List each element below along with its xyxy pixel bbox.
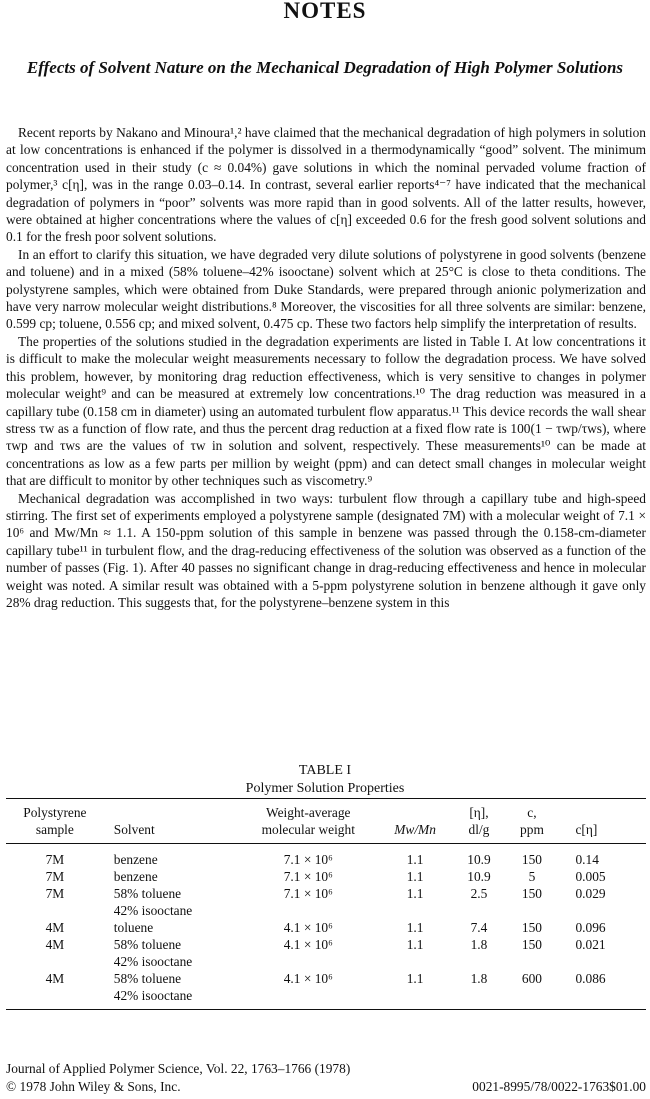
table-body bbox=[6, 844, 646, 1010]
journal-citation: Journal of Applied Polymer Science, Vol. 22, 1763–1766 (1978) bbox=[6, 1061, 351, 1076]
table-title: Polymer Solution Properties bbox=[245, 781, 405, 796]
header-ceta: c[η] bbox=[575, 822, 598, 837]
table-row: 7M 58% toluene 42% isooctane 7.1 × 10⁶ 1.1 2.5 150 0.029 bbox=[45, 886, 606, 918]
copyright-notice: © 1978 John Wiley & Sons, Inc. bbox=[6, 1079, 181, 1094]
table-row: 4M 58% toluene 42% isooctane 4.1 × 10⁶ 1.1 1.8 600 0.086 bbox=[45, 971, 606, 1003]
table-caption bbox=[0, 762, 650, 798]
paragraph: In an effort to clarify this situation, we have degraded very dilute solutions of polystyrene in good solvents (benzene and toluene) and in a mixed (58% toluene–42% isooctane) solvent which at 25°C is close to theta conditions. The polystyrene samples, which were obtained from Duke Standards, were prepared through anionic polymerization and have very narrow molecular weight distributions.⁸ Moreover, the viscosities for all three solvents are similar: benzene, 0.599 cp; toluene, 0.556 cp; and mixed solvent, 0.475 cp. These two factors help simplify the interpretation of results. bbox=[6, 246, 646, 332]
paragraph: The properties of the solutions studied in the degradation experiments are listed in Table I. At low concentrations it is difficult to make the molecular weight measurements necessary to follow the degradation process. We have solved this problem, however, by monitoring drag reduction effectiveness, which is very sensitive to changes in polymer molecular weight⁹ and can be measured at extremely low concentrations.¹⁰ The drag reduction was measured in a capillary tube (0.158 cm in diameter) using an automated turbulent flow apparatus.¹¹ This device records the wall shear stress τw as a function of flow rate, and thus the percent drag reduction at a fixed flow rate is 100(1 − τwp/τws), where τwp and τws are the values of τw in solution and solvent, respectively. These measurements¹⁰ can be made at concentrations as low as a few parts per million by weight (ppm) and can detect small changes in molecular weight that are difficult to monitor by other techniques such as viscometry.⁹ bbox=[6, 333, 646, 489]
table-row: 4M 58% toluene 42% isooctane 4.1 × 10⁶ 1.1 1.8 150 0.021 bbox=[45, 937, 606, 969]
table-header bbox=[6, 799, 646, 844]
table-label: TABLE I bbox=[298, 763, 352, 778]
header-sample: Polystyrene sample bbox=[23, 805, 87, 837]
header-ratio: Mw/Mn bbox=[394, 822, 436, 837]
header-row bbox=[6, 799, 646, 844]
paragraph: Recent reports by Nakano and Minoura¹,² have claimed that the mechanical degradation of high polymers in solution at low concentrations is enhanced if the polymer is dissolved in a thermodynamically “good” solvent. The minimum concentration used in their study (c ≈ 0.04%) gave solutions in which the nominal pervaded volume fraction of polymer,³ c[η], was in the range 0.03–0.14. In contrast, several earlier reports⁴⁻⁷ have indicated that the mechanical degradation of polymers in “poor” solvents was more rapid than in good solvents. All of the latter results, however, were obtained at higher concentrations where the values of c[η] exceeded 0.6 for the fresh good solvent solutions and 0.1 for the fresh poor solvent solutions. bbox=[6, 125, 646, 245]
article-body bbox=[6, 124, 646, 611]
header-eta: [η], dl/g bbox=[468, 805, 490, 837]
table-row: 7M benzene 7.1 × 10⁶ 1.1 10.9 5 0.005 bbox=[45, 869, 606, 884]
table-row: 7M benzene 7.1 × 10⁶ 1.1 10.9 150 0.14 bbox=[45, 852, 599, 867]
article-code: 0021-8995/78/0022-1763$01.00 bbox=[472, 1079, 646, 1094]
footer-line bbox=[6, 1078, 646, 1095]
properties-table bbox=[6, 798, 646, 1010]
header-mw: Weight-average molecular weight bbox=[261, 805, 355, 837]
section-heading: NOTES bbox=[283, 0, 367, 23]
paragraph: Mechanical degradation was accomplished in two ways: turbulent flow through a capillary tube and high-speed stirring. The first set of experiments employed a polystyrene sample (designated 7M) with a molecular weight of 7.1 × 10⁶ and Mw/Mn ≈ 1.1. A 150-ppm solution of this sample in benzene was passed through the 0.158-cm-diameter capillary tube¹¹ in turbulent flow, and the drag-reducing effectiveness of the solution was observed as a function of the number of passes (Fig. 1). After 40 passes no significant change in drag-reducing effectiveness and hence in molecular weight was noted. A similar result was obtained with a 5-ppm polystyrene solution in benzene although it gave only 28% drag reduction. This suggests that, for the polystyrene–benzene system in this bbox=[6, 490, 646, 610]
header-conc: c, ppm bbox=[520, 805, 544, 837]
article-title: Effects of Solvent Nature on the Mechanical Degradation of High Polymer Solutions bbox=[26, 58, 624, 77]
header-solvent: Solvent bbox=[113, 822, 155, 837]
table-container bbox=[6, 798, 646, 1010]
table-row: 4M toluene 4.1 × 10⁶ 1.1 7.4 150 0.096 bbox=[45, 920, 606, 935]
